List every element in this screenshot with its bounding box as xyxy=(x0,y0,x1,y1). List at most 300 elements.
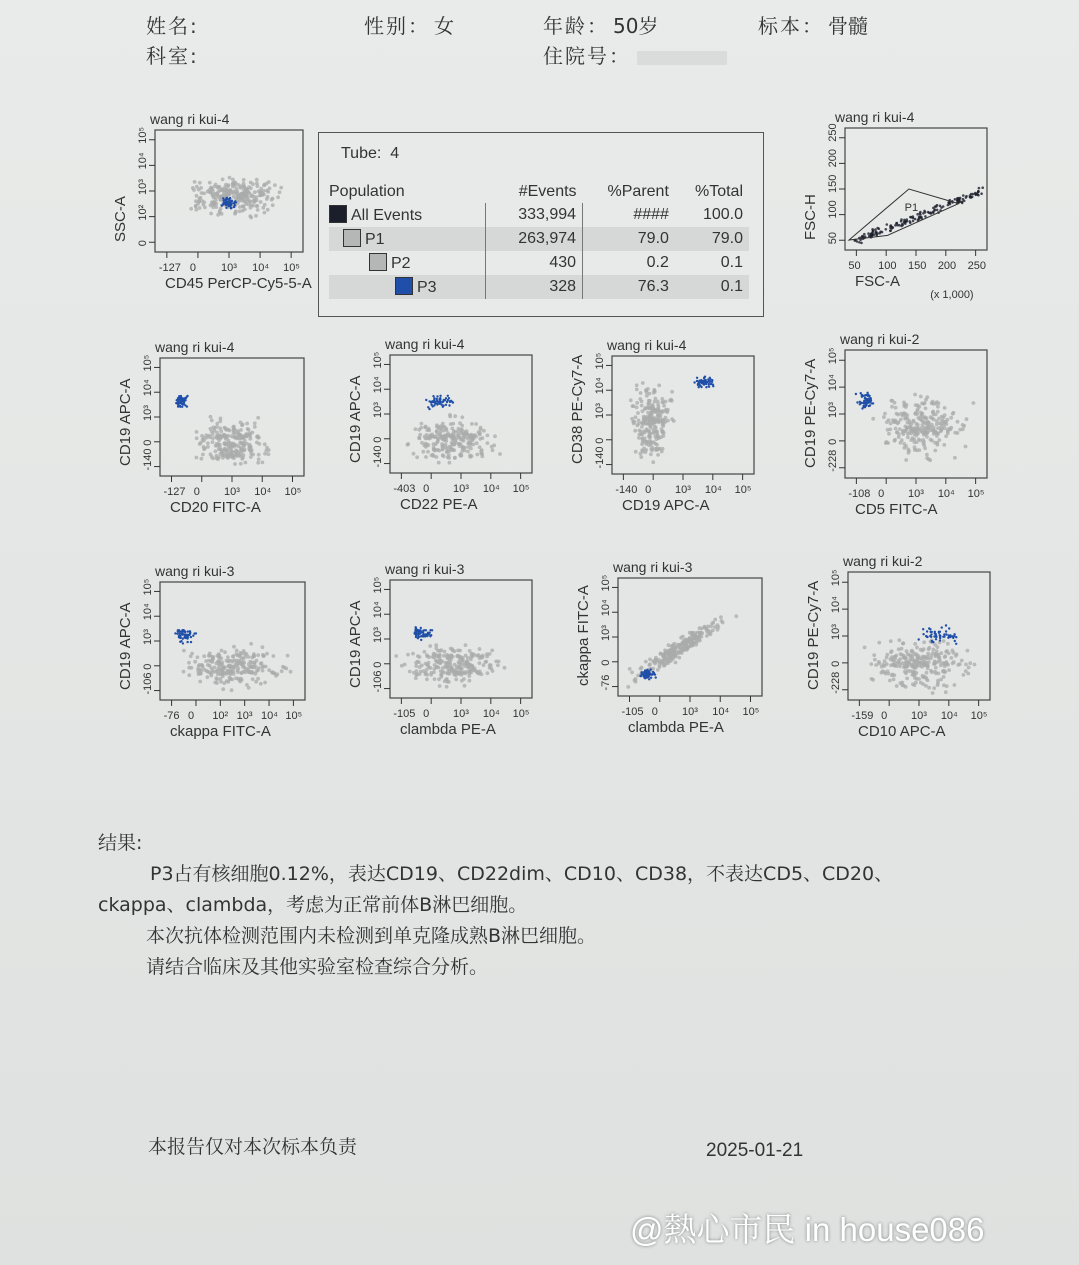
event-dot-gray xyxy=(218,197,222,201)
event-dot-gray xyxy=(280,669,284,673)
event-dot-gray xyxy=(286,654,290,658)
event-dot-gray xyxy=(899,681,903,685)
event-dot-blue xyxy=(922,633,924,635)
event-dot-gray xyxy=(640,400,644,404)
event-dot-gray xyxy=(242,449,246,453)
flow-plot-svg xyxy=(557,334,774,527)
event-dot-gray xyxy=(659,411,663,415)
x-tick-label: -105 xyxy=(621,706,644,718)
event-dot-dark xyxy=(963,200,966,203)
event-dot-gray xyxy=(249,452,253,456)
event-dot-gray xyxy=(649,432,653,436)
event-dot-gray xyxy=(222,681,226,685)
plot-title: wang ri kui-4 xyxy=(607,337,687,353)
event-dot-gray xyxy=(461,658,465,662)
event-dot-gray xyxy=(709,632,713,636)
event-dot-gray xyxy=(226,434,230,438)
col-events: #Events xyxy=(518,183,577,200)
event-dot-gray xyxy=(485,655,489,659)
event-dot-gray xyxy=(646,411,650,415)
event-dot-blue xyxy=(420,627,422,629)
age-label: 年龄 xyxy=(543,14,587,38)
event-dot-gray xyxy=(886,441,890,445)
event-dot-gray xyxy=(256,184,260,188)
event-dot-dark xyxy=(954,198,957,201)
event-dot-gray xyxy=(229,446,233,450)
event-dot-gray xyxy=(911,429,915,433)
event-dot-blue xyxy=(949,634,951,636)
event-dot-blue xyxy=(703,383,705,385)
event-dot-blue xyxy=(930,633,932,635)
event-dot-gray xyxy=(898,657,902,661)
y-tick-label: 10² xyxy=(137,204,149,221)
event-dot-gray xyxy=(655,431,659,435)
x-tick-label: 250 xyxy=(967,260,986,272)
event-dot-gray xyxy=(437,461,441,465)
events-cell: 263,974 xyxy=(485,227,582,251)
event-dot-gray xyxy=(439,427,443,431)
event-dot-gray xyxy=(428,644,432,648)
event-dot-gray xyxy=(215,192,219,196)
event-dot-gray xyxy=(238,450,242,454)
event-dot-blue xyxy=(696,377,698,379)
event-dot-blue xyxy=(418,636,420,638)
event-dot-gray xyxy=(247,655,251,659)
event-dot-gray xyxy=(884,672,888,676)
event-dot-gray xyxy=(211,670,215,674)
event-dot-gray xyxy=(449,663,453,667)
event-dot-gray xyxy=(218,445,222,449)
event-dot-dark xyxy=(972,193,975,196)
event-dot-gray xyxy=(458,649,462,653)
event-dot-gray xyxy=(257,666,261,670)
flow-plot-svg xyxy=(105,336,324,529)
event-dot-gray xyxy=(252,654,256,658)
event-dot-blue xyxy=(934,632,936,634)
event-dot-gray xyxy=(202,654,206,658)
event-dot-gray xyxy=(910,649,914,653)
event-dot-gray xyxy=(905,413,909,417)
event-dot-gray xyxy=(651,422,655,426)
event-dot-gray xyxy=(649,426,653,430)
event-dot-gray xyxy=(440,673,444,677)
event-dot-gray xyxy=(267,668,271,672)
event-dot-gray xyxy=(632,404,636,408)
event-dot-gray xyxy=(182,649,186,653)
event-dot-blue xyxy=(446,401,448,403)
x-tick-label: -140 xyxy=(615,484,638,496)
event-dot-dark xyxy=(867,232,870,235)
y-tick-label: 0 xyxy=(830,660,842,667)
event-dot-blue xyxy=(935,638,937,640)
flow-plot xyxy=(105,560,325,757)
event-dot-gray xyxy=(666,661,670,665)
event-dot-gray xyxy=(232,667,236,671)
event-dot-gray xyxy=(925,453,929,457)
event-dot-gray xyxy=(939,678,943,682)
results-line-3: 本次抗体检测范围内未检测到单克隆成熟B淋巴细胞。 xyxy=(146,925,597,947)
event-dot-gray xyxy=(247,666,251,670)
event-dot-gray xyxy=(215,681,219,685)
event-dot-blue xyxy=(941,626,943,628)
event-dot-gray xyxy=(225,448,229,452)
event-dot-gray xyxy=(218,209,222,213)
flow-plot xyxy=(105,336,324,533)
event-dot-blue xyxy=(710,383,712,385)
event-dot-blue xyxy=(643,677,645,679)
event-dot-gray xyxy=(475,441,479,445)
event-dot-blue xyxy=(436,400,438,402)
population-name-cell xyxy=(329,203,485,227)
event-dot-dark xyxy=(858,241,861,244)
y-tick-label: 10³ xyxy=(372,627,384,643)
event-dot-gray xyxy=(474,669,478,673)
event-dot-gray xyxy=(877,641,881,645)
event-dot-gray xyxy=(657,384,661,388)
event-dot-blue xyxy=(648,672,650,674)
event-dot-blue xyxy=(432,405,434,407)
event-dot-gray xyxy=(432,446,436,450)
event-dot-blue xyxy=(178,635,180,637)
event-dot-blue xyxy=(229,202,231,204)
x-tick-label: 10³ xyxy=(675,484,691,496)
y-tick-label: 10⁵ xyxy=(372,351,384,369)
event-dot-blue xyxy=(415,632,417,634)
inpatient-field: 住院号： xyxy=(543,40,727,69)
event-dot-gray xyxy=(915,677,919,681)
event-dot-gray xyxy=(231,191,235,195)
event-dot-gray xyxy=(261,461,265,465)
event-dot-gray xyxy=(949,416,953,420)
event-dot-gray xyxy=(901,642,905,646)
event-dot-gray xyxy=(262,193,266,197)
x-tick-label: -108 xyxy=(848,488,871,500)
event-dot-gray xyxy=(194,208,198,212)
y-tick-label: 0 xyxy=(827,438,839,445)
event-dot-gray xyxy=(394,654,398,658)
y-axis-label: CD19 PE-Cy7-A xyxy=(802,358,819,468)
event-dot-gray xyxy=(915,432,919,436)
event-dot-gray xyxy=(193,660,197,664)
event-dot-gray xyxy=(200,663,204,667)
event-dot-gray xyxy=(206,441,210,445)
event-dot-gray xyxy=(863,646,867,650)
y-axis-label: CD19 APC-A xyxy=(347,375,364,463)
results-line-1: P3占有核细胞0.12%，表达CD19、CD22dim、CD10、CD38，不表达CD5、CD20、 xyxy=(150,863,894,885)
y-tick-label: 10⁴ xyxy=(827,374,839,392)
event-dot-gray xyxy=(253,425,257,429)
event-dot-gray xyxy=(450,647,454,651)
event-dot-blue xyxy=(445,404,447,406)
y-tick-label: 10⁴ xyxy=(600,599,612,617)
event-dot-gray xyxy=(228,429,232,433)
x-axis-label: CD22 PE-A xyxy=(400,496,478,513)
x-tick-label: 10⁵ xyxy=(742,706,760,718)
event-dot-gray xyxy=(936,441,940,445)
y-tick-label: -228 xyxy=(830,671,842,694)
population-name-cell xyxy=(329,251,485,275)
event-dot-gray xyxy=(439,661,443,665)
parent-cell: 0.2 xyxy=(583,251,675,275)
x-tick-label: 10⁵ xyxy=(512,708,530,720)
event-dot-dark xyxy=(974,193,977,196)
event-dot-gray xyxy=(420,664,424,668)
plot-title: wang ri kui-2 xyxy=(843,553,923,569)
event-dot-gray xyxy=(289,670,293,674)
y-axis-label: CD19 APC-A xyxy=(117,602,134,690)
event-dot-gray xyxy=(874,663,878,667)
event-dot-gray xyxy=(655,437,659,441)
event-dot-dark xyxy=(977,194,980,197)
event-dot-blue xyxy=(931,631,933,633)
events-cell: 328 xyxy=(485,275,582,299)
col-parent: %Parent xyxy=(607,183,669,200)
event-dot-dark xyxy=(981,186,984,189)
event-dot-blue xyxy=(177,401,179,403)
event-dot-gray xyxy=(927,646,931,650)
event-dot-gray xyxy=(436,437,440,441)
event-dot-gray xyxy=(694,643,698,647)
event-dot-gray xyxy=(196,655,200,659)
event-dot-gray xyxy=(455,437,459,441)
event-dot-blue xyxy=(938,632,940,634)
event-dot-gray xyxy=(934,413,938,417)
event-dot-blue xyxy=(872,402,874,404)
event-dot-gray xyxy=(922,440,926,444)
event-dot-gray xyxy=(400,664,404,668)
event-dot-gray xyxy=(424,437,428,441)
dept-label: 科室 xyxy=(146,44,190,68)
event-dot-blue xyxy=(953,633,955,635)
event-dot-gray xyxy=(447,656,451,660)
event-dot-gray xyxy=(209,427,213,431)
event-dot-gray xyxy=(203,206,207,210)
event-dot-gray xyxy=(951,412,955,416)
event-dot-dark xyxy=(924,211,927,214)
event-dot-gray xyxy=(423,425,427,429)
plot-title: wang ri kui-4 xyxy=(385,336,465,352)
event-dot-gray xyxy=(211,457,215,461)
event-dot-gray xyxy=(195,194,199,198)
event-dot-blue xyxy=(182,633,184,635)
event-dot-blue xyxy=(415,634,417,636)
y-axis-label: CD19 APC-A xyxy=(347,600,364,688)
event-dot-gray xyxy=(661,418,665,422)
event-dot-gray xyxy=(674,661,678,665)
x-tick-label: 10⁴ xyxy=(261,710,279,722)
report-date: 2025-01-21 xyxy=(706,1140,804,1161)
event-dot-blue xyxy=(448,404,450,406)
event-dot-gray xyxy=(418,655,422,659)
event-dot-gray xyxy=(919,681,923,685)
event-dot-gray xyxy=(904,458,908,462)
event-dot-gray xyxy=(272,654,276,658)
event-dot-dark xyxy=(949,203,952,206)
parent-cell: 76.3 xyxy=(583,275,675,299)
event-dot-gray xyxy=(653,390,657,394)
event-dot-blue xyxy=(862,406,864,408)
event-dot-gray xyxy=(700,627,704,631)
event-dot-gray xyxy=(453,456,457,460)
event-dot-gray xyxy=(263,211,267,215)
event-dot-gray xyxy=(926,652,930,656)
event-dot-gray xyxy=(440,445,444,449)
event-dot-gray xyxy=(926,421,930,425)
event-dot-gray xyxy=(256,653,260,657)
event-dot-blue xyxy=(431,401,433,403)
event-dot-gray xyxy=(645,390,649,394)
event-dot-gray xyxy=(966,672,970,676)
event-dot-gray xyxy=(939,428,943,432)
event-dot-gray xyxy=(437,654,441,658)
event-dot-blue xyxy=(233,201,235,203)
event-dot-blue xyxy=(417,631,419,633)
event-dot-gray xyxy=(486,671,490,675)
event-dot-gray xyxy=(654,426,658,430)
event-dot-blue xyxy=(180,640,182,642)
x-tick-label: 10⁵ xyxy=(970,710,988,722)
event-dot-gray xyxy=(637,422,641,426)
event-dot-gray xyxy=(217,455,221,459)
event-dot-gray xyxy=(460,454,464,458)
event-dot-gray xyxy=(691,643,695,647)
event-dot-gray xyxy=(236,670,240,674)
event-dot-blue xyxy=(184,635,186,637)
event-dot-blue xyxy=(948,627,950,629)
dept-field: 科室: xyxy=(146,44,197,68)
population-color-swatch xyxy=(329,205,347,223)
event-dot-dark xyxy=(919,211,922,214)
event-dot-gray xyxy=(641,409,645,413)
event-dot-gray xyxy=(921,649,925,653)
event-dot-gray xyxy=(924,684,928,688)
x-tick-label: -105 xyxy=(393,708,416,720)
event-dot-gray xyxy=(661,447,665,451)
event-dot-gray xyxy=(920,665,924,669)
y-tick-label: 10³ xyxy=(372,402,384,418)
event-dot-gray xyxy=(927,429,931,433)
event-dot-gray xyxy=(195,185,199,189)
event-dot-gray xyxy=(469,667,473,671)
event-dot-blue xyxy=(195,632,197,634)
event-dot-gray xyxy=(474,422,478,426)
tube-value: 4 xyxy=(390,145,400,162)
event-dot-gray xyxy=(230,678,234,682)
event-dot-gray xyxy=(417,436,421,440)
event-dot-blue xyxy=(700,379,702,381)
event-dot-dark xyxy=(912,217,915,220)
y-tick-label: 250 xyxy=(827,123,839,142)
event-dot-gray xyxy=(916,657,920,661)
event-dot-gray xyxy=(932,686,936,690)
event-dot-gray xyxy=(211,655,215,659)
event-dot-gray xyxy=(251,671,255,675)
event-dot-gray xyxy=(245,422,249,426)
event-dot-dark xyxy=(885,228,888,231)
event-dot-blue xyxy=(225,207,227,209)
event-dot-blue xyxy=(231,200,233,202)
event-dot-blue xyxy=(192,635,194,637)
flow-plot xyxy=(100,108,323,309)
event-dot-gray xyxy=(915,412,919,416)
event-dot-gray xyxy=(635,383,639,387)
event-dot-gray xyxy=(463,684,467,688)
event-dot-gray xyxy=(442,434,446,438)
event-dot-gray xyxy=(419,426,423,430)
event-dot-blue xyxy=(182,403,184,405)
x-tick-label: 10⁴ xyxy=(712,706,730,718)
flow-plot-svg xyxy=(105,560,325,753)
event-dot-gray xyxy=(491,448,495,452)
event-dot-gray xyxy=(219,429,223,433)
flow-plot-svg xyxy=(335,333,552,526)
event-dot-blue xyxy=(222,197,224,199)
event-dot-gray xyxy=(447,680,451,684)
event-dot-gray xyxy=(198,680,202,684)
event-dot-gray xyxy=(454,673,458,677)
event-dot-gray xyxy=(945,662,949,666)
event-dot-gray xyxy=(427,427,431,431)
flow-plot xyxy=(793,550,1010,757)
event-dot-gray xyxy=(711,629,715,633)
event-dot-gray xyxy=(480,672,484,676)
event-dot-gray xyxy=(438,684,442,688)
event-dot-gray xyxy=(267,452,271,456)
event-dot-gray xyxy=(478,661,482,665)
event-dot-gray xyxy=(889,422,893,426)
event-dot-gray xyxy=(955,652,959,656)
inpatient-label: 住院号 xyxy=(543,44,609,68)
event-dot-gray xyxy=(962,424,966,428)
event-dot-gray xyxy=(644,660,648,664)
event-dot-gray xyxy=(640,442,644,446)
x-tick-label: 100 xyxy=(878,260,897,272)
sex-value: 女 xyxy=(434,14,454,38)
event-dot-blue xyxy=(711,379,713,381)
x-axis-label: ckappa FITC-A xyxy=(170,723,271,740)
event-dot-gray xyxy=(475,453,479,457)
event-dot-blue xyxy=(699,385,701,387)
event-dot-gray xyxy=(231,654,235,658)
event-dot-gray xyxy=(182,670,186,674)
event-dot-gray xyxy=(197,672,201,676)
event-dot-gray xyxy=(235,437,239,441)
plot-title: wang ri kui-3 xyxy=(155,563,235,579)
event-dot-gray xyxy=(251,677,255,681)
y-tick-label: 0 xyxy=(142,439,154,446)
x-tick-label: 0 xyxy=(189,262,197,274)
event-dot-dark xyxy=(876,227,879,230)
population-name: P3 xyxy=(417,279,437,296)
event-dot-gray xyxy=(435,423,439,427)
event-dot-gray xyxy=(252,666,256,670)
event-dot-blue xyxy=(186,395,188,397)
event-dot-blue xyxy=(428,400,430,402)
event-dot-gray xyxy=(243,670,247,674)
event-dot-gray xyxy=(632,422,636,426)
x-tick-label: 10³ xyxy=(236,710,253,722)
y-tick-label: 10⁴ xyxy=(142,603,154,621)
x-tick-label: -127 xyxy=(158,262,181,274)
event-dot-gray xyxy=(658,663,662,667)
event-dot-gray xyxy=(900,647,904,651)
y-tick-label: 10⁴ xyxy=(372,601,384,619)
event-dot-gray xyxy=(283,666,287,670)
event-dot-gray xyxy=(443,650,447,654)
event-dot-blue xyxy=(639,675,641,677)
event-dot-dark xyxy=(861,235,864,238)
event-dot-gray xyxy=(435,429,439,433)
